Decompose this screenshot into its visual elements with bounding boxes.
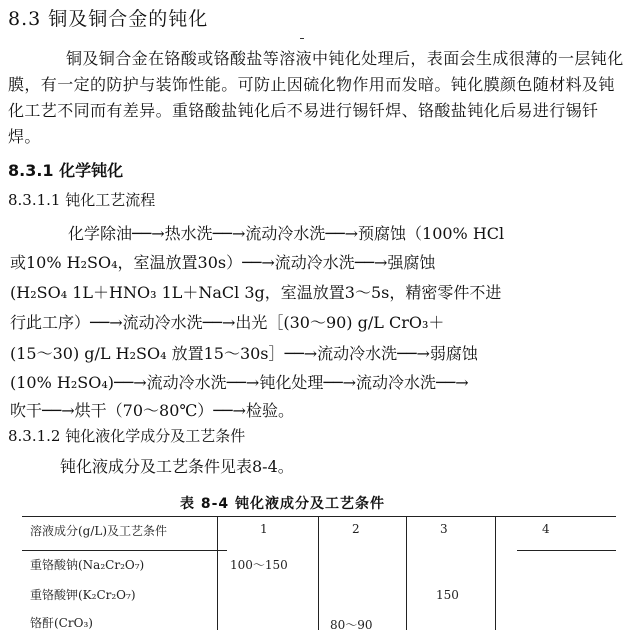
flow-line: (15～30) g/L H₂SO₄ 放置15～30s］──→流动冷水洗──→弱腐蚀 <box>10 344 478 363</box>
flow-line: 或10% H₂SO₄，室温放置30s）──→流动冷水洗──→强腐蚀 <box>10 253 436 272</box>
table-top-rule <box>22 516 616 517</box>
section-title: 8.3 铜及铜合金的钝化 <box>8 8 209 30</box>
flow-line: 吹干──→烘干（70～80℃）──→检验。 <box>10 401 294 420</box>
divider <box>300 38 304 39</box>
table-header-rule-right <box>517 550 616 551</box>
flow-line: 行此工序）──→流动冷水洗──→出光［(30～90) g/L CrO₃＋ <box>10 313 445 332</box>
table-caption: 表 8-4 钝化液成分及工艺条件 <box>180 496 386 512</box>
table-header-rule <box>22 550 227 551</box>
table-col-divider <box>495 516 496 630</box>
table-cell: 80～90 <box>330 618 373 632</box>
heading-8-3-1-1: 8.3.1.1 钝化工艺流程 <box>8 191 156 209</box>
composition-table <box>22 516 616 630</box>
table-row-label: 铬酐(CrO₃) <box>30 616 93 630</box>
table-reference-note: 钝化液成分及工艺条件见表8-4。 <box>60 457 294 476</box>
table-col-header: 4 <box>542 522 550 536</box>
table-cell: 150 <box>436 588 459 602</box>
table-header-label: 溶液成分(g/L)及工艺条件 <box>30 524 168 538</box>
table-cell: 100～150 <box>230 558 288 572</box>
heading-8-3-1: 8.3.1 化学钝化 <box>8 161 124 180</box>
intro-text: 铜及铜合金在铬酸或铬酸盐等溶液中钝化处理后，表面会生成很薄的一层钝化膜，有一定的防护与装饰性能。可防止因硫化物作用而发暗。钝化膜颜色随材料及钝化工艺不同而有差异。重铬酸盐钝化后不易进行锡钎焊、铬酸盐钝化后易进行锡钎焊。 <box>8 49 624 146</box>
table-col-divider <box>406 516 407 630</box>
flow-line: 化学除油──→热水洗──→流动冷水洗──→预腐蚀（100% HCl <box>68 224 505 243</box>
table-col-header: 2 <box>352 522 360 536</box>
flow-line: (H₂SO₄ 1L＋HNO₃ 1L＋NaCl 3g，室温放置3～5s，精密零件不进 <box>10 283 502 302</box>
flow-line: (10% H₂SO₄)──→流动冷水洗──→钝化处理──→流动冷水洗──→ <box>10 373 469 392</box>
table-col-divider <box>318 516 319 630</box>
table-col-header: 1 <box>260 522 268 536</box>
intro-paragraph <box>8 46 628 150</box>
table-col-divider <box>217 516 218 630</box>
table-col-header: 3 <box>440 522 448 536</box>
table-row-label: 重铬酸钾(K₂Cr₂O₇) <box>30 588 136 602</box>
table-row-label: 重铬酸钠(Na₂Cr₂O₇) <box>30 558 145 572</box>
heading-8-3-1-2: 8.3.1.2 钝化液化学成分及工艺条件 <box>8 427 246 445</box>
